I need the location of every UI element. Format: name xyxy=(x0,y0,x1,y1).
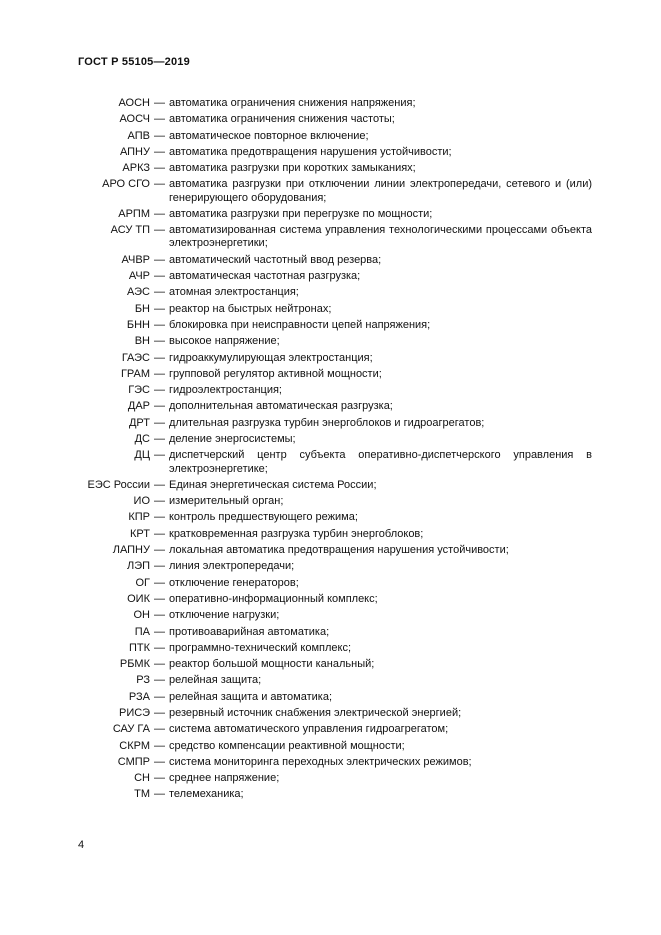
abbreviation-term: РБМК xyxy=(119,658,150,671)
dash-separator: — xyxy=(154,690,165,703)
dash-separator: — xyxy=(154,270,165,283)
abbreviation-definition: диспетчерский центр субъекта оперативно-диспетчерского управления в электроэнергетике; xyxy=(169,449,592,475)
dash-separator: — xyxy=(154,302,165,315)
abbreviation-definition: контроль предшествующего режима; xyxy=(169,511,358,524)
abbreviation-term: АРКЗ xyxy=(122,162,150,175)
dash-separator: — xyxy=(154,478,165,491)
dash-separator: — xyxy=(154,625,165,638)
abbreviation-definition: автоматика ограничения снижения частоты; xyxy=(169,113,395,126)
abbreviation-row xyxy=(78,577,592,590)
abbreviation-definition: гидроэлектростанция; xyxy=(169,384,282,397)
abbreviation-row xyxy=(78,286,592,299)
abbreviation-term: КРТ xyxy=(130,527,150,540)
abbreviation-row xyxy=(78,723,592,736)
dash-separator: — xyxy=(154,351,165,364)
abbreviation-row xyxy=(78,707,592,720)
dash-separator: — xyxy=(154,400,165,413)
dash-separator: — xyxy=(154,707,165,719)
dash-separator: — xyxy=(154,416,165,429)
abbreviation-row xyxy=(78,479,592,492)
abbreviation-definition: система мониторинга переходных электрических режимов; xyxy=(169,755,472,768)
dash-separator: — xyxy=(154,162,165,175)
abbreviation-term: ОН xyxy=(133,609,150,622)
abbreviation-list xyxy=(78,97,592,805)
abbreviation-row xyxy=(78,319,592,332)
abbreviation-term: АЧВР xyxy=(121,253,150,266)
abbreviation-definition: телемеханика; xyxy=(169,788,244,801)
abbreviation-term: БНН xyxy=(126,318,150,331)
abbreviation-definition: среднее напряжение; xyxy=(169,772,280,785)
abbreviation-row xyxy=(78,162,592,175)
dash-separator: — xyxy=(154,772,165,785)
abbreviation-row xyxy=(78,303,592,316)
abbreviation-definition: релейная защита; xyxy=(169,674,262,687)
dash-separator: — xyxy=(154,527,165,540)
abbreviation-row xyxy=(78,400,592,413)
abbreviation-term: СКРМ xyxy=(119,739,150,752)
abbreviation-row xyxy=(78,691,592,704)
dash-separator: — xyxy=(154,449,165,462)
abbreviation-row xyxy=(78,511,592,524)
abbreviation-term: ДС xyxy=(134,433,150,446)
abbreviation-row xyxy=(78,113,592,126)
abbreviation-definition: автоматика разгрузки при перегрузке по мощности; xyxy=(169,207,433,220)
abbreviation-term: ДРТ xyxy=(128,416,150,429)
abbreviation-row xyxy=(78,335,592,348)
abbreviation-term: ГАЭС xyxy=(121,351,150,364)
abbreviation-definition: локальная автоматика предотвращения нарушения устойчивости; xyxy=(169,544,509,557)
abbreviation-term: ОИК xyxy=(127,592,150,605)
dash-separator: — xyxy=(154,178,165,191)
dash-separator: — xyxy=(154,335,165,348)
abbreviation-definition: система автоматического управления гидроагрегатом; xyxy=(169,723,449,736)
abbreviation-row xyxy=(78,528,592,541)
abbreviation-definition: отключение нагрузки; xyxy=(169,609,280,622)
abbreviation-term: ЛЭП xyxy=(126,560,150,573)
dash-separator: — xyxy=(154,145,165,158)
abbreviation-definition: гидроаккумулирующая электростанция; xyxy=(169,351,373,364)
abbreviation-term: ОГ xyxy=(135,576,150,589)
abbreviation-row xyxy=(78,772,592,785)
dash-separator: — xyxy=(154,511,165,524)
abbreviation-term: КПР xyxy=(128,511,150,524)
abbreviation-term: ДЦ xyxy=(134,449,150,462)
dash-separator: — xyxy=(154,384,165,397)
abbreviation-term: АРПМ xyxy=(118,207,150,220)
dash-separator: — xyxy=(154,224,165,237)
abbreviation-term: ГРАМ xyxy=(120,367,150,380)
abbreviation-row xyxy=(78,658,592,671)
abbreviation-row xyxy=(78,740,592,753)
dash-separator: — xyxy=(154,592,165,605)
abbreviation-row xyxy=(78,756,592,769)
abbreviation-definition: длительная разгрузка турбин энергоблоков и гидроагрегатов; xyxy=(169,416,485,429)
abbreviation-definition: линия электропередачи; xyxy=(169,560,295,573)
abbreviation-term: АЭС xyxy=(127,286,150,299)
dash-separator: — xyxy=(154,207,165,220)
abbreviation-definition: средство компенсации реактивной мощности; xyxy=(169,739,405,752)
abbreviation-term: ВН xyxy=(134,335,150,348)
dash-separator: — xyxy=(154,495,165,508)
abbreviation-term: АРО СГО xyxy=(102,178,150,191)
abbreviation-definition: реактор большой мощности канальный; xyxy=(169,658,375,671)
abbreviation-term: ИО xyxy=(133,495,150,508)
dash-separator: — xyxy=(154,641,165,654)
dash-separator: — xyxy=(154,674,165,687)
abbreviation-term: РЗ xyxy=(136,674,150,687)
abbreviation-row xyxy=(78,788,592,801)
abbreviation-row xyxy=(78,270,592,283)
abbreviation-definition: групповой регулятор активной мощности; xyxy=(169,367,382,380)
abbreviation-row xyxy=(78,560,592,573)
abbreviation-row xyxy=(78,544,592,557)
abbreviation-term: АСУ ТП xyxy=(110,224,150,237)
abbreviation-definition: программно-технический комплекс; xyxy=(169,641,352,654)
abbreviation-term: ЕЭС России xyxy=(87,478,150,491)
abbreviation-row xyxy=(78,433,592,446)
abbreviation-term: ДАР xyxy=(127,400,150,413)
dash-separator: — xyxy=(154,318,165,331)
abbreviation-term: ТМ xyxy=(134,788,150,801)
abbreviation-definition: реактор на быстрых нейтронах; xyxy=(169,302,332,315)
abbreviation-term: РЗА xyxy=(128,690,150,703)
abbreviation-term: ПА xyxy=(134,625,150,638)
abbreviation-definition: резервный источник снабжения электрической энергией; xyxy=(169,707,462,719)
abbreviation-term: БН xyxy=(134,302,150,315)
dash-separator: — xyxy=(154,253,165,266)
dash-separator: — xyxy=(154,367,165,380)
doc-number-heading: ГОСТ Р 55105—2019 xyxy=(78,56,190,68)
dash-separator: — xyxy=(154,286,165,299)
abbreviation-row xyxy=(78,352,592,365)
abbreviation-definition: автоматический частотный ввод резерва; xyxy=(169,253,382,266)
abbreviation-definition: автоматика разгрузки при отключении линии электропередачи, сетевого и (или) генерирующего оборудования; xyxy=(169,178,592,204)
abbreviation-term: ПТК xyxy=(128,641,150,654)
abbreviation-row xyxy=(78,417,592,430)
dash-separator: — xyxy=(154,658,165,671)
abbreviation-definition: автоматическая частотная разгрузка; xyxy=(169,270,361,283)
page-number: 4 xyxy=(78,839,85,851)
abbreviation-term: СМПР xyxy=(117,755,150,768)
abbreviation-definition: автоматизированная система управления технологическими процессами объекта электроэнергетики; xyxy=(169,224,592,250)
dash-separator: — xyxy=(154,129,165,142)
abbreviation-term: РИСЭ xyxy=(119,707,150,719)
dash-separator: — xyxy=(154,433,165,446)
abbreviation-row xyxy=(78,626,592,639)
abbreviation-definition: измерительный орган; xyxy=(169,495,284,508)
abbreviation-term: АПНУ xyxy=(119,145,150,158)
abbreviation-row xyxy=(78,674,592,687)
abbreviation-definition: противоаварийная автоматика; xyxy=(169,625,330,638)
abbreviation-definition: оперативно-информационный комплекс; xyxy=(169,592,378,605)
abbreviation-term: ЛАПНУ xyxy=(112,544,150,557)
abbreviation-definition: автоматика разгрузки при коротких замыканиях; xyxy=(169,162,416,175)
dash-separator: — xyxy=(154,609,165,622)
abbreviation-term: ГЭС xyxy=(128,384,150,397)
abbreviation-row xyxy=(78,97,592,110)
abbreviation-row xyxy=(78,384,592,397)
abbreviation-term: СН xyxy=(134,772,150,785)
abbreviation-definition: кратковременная разгрузка турбин энергоблоков; xyxy=(169,527,424,540)
abbreviation-row xyxy=(78,178,592,204)
dash-separator: — xyxy=(154,113,165,126)
abbreviation-definition: блокировка при неисправности цепей напряжения; xyxy=(169,318,431,331)
abbreviation-term: САУ ГА xyxy=(112,723,150,736)
abbreviation-definition: деление энергосистемы; xyxy=(169,433,296,446)
abbreviation-term: АЧР xyxy=(128,270,150,283)
abbreviation-term: АОСЧ xyxy=(119,113,150,126)
abbreviation-definition: автоматическое повторное включение; xyxy=(169,129,369,142)
abbreviation-definition: автоматика ограничения снижения напряжения; xyxy=(169,97,416,109)
abbreviation-row xyxy=(78,609,592,622)
abbreviation-row xyxy=(78,130,592,143)
abbreviation-row xyxy=(78,208,592,221)
dash-separator: — xyxy=(154,755,165,768)
abbreviation-definition: Единая энергетическая система России; xyxy=(169,478,377,491)
abbreviation-definition: дополнительная автоматическая разгрузка; xyxy=(169,400,393,413)
dash-separator: — xyxy=(154,576,165,589)
abbreviation-definition: атомная электростанция; xyxy=(169,286,299,299)
abbreviation-row xyxy=(78,368,592,381)
abbreviation-definition: релейная защита и автоматика; xyxy=(169,690,333,703)
abbreviation-row xyxy=(78,449,592,475)
abbreviation-row xyxy=(78,146,592,159)
dash-separator: — xyxy=(154,739,165,752)
abbreviation-row xyxy=(78,495,592,508)
abbreviation-term: АОСН xyxy=(118,97,150,109)
abbreviation-row xyxy=(78,642,592,655)
dash-separator: — xyxy=(154,560,165,573)
dash-separator: — xyxy=(154,544,165,557)
dash-separator: — xyxy=(154,97,165,109)
abbreviation-term: АПВ xyxy=(127,129,150,142)
abbreviation-definition: высокое напряжение; xyxy=(169,335,280,348)
dash-separator: — xyxy=(154,723,165,736)
abbreviation-row xyxy=(78,254,592,267)
abbreviation-definition: автоматика предотвращения нарушения устойчивости; xyxy=(169,145,452,158)
abbreviation-row xyxy=(78,224,592,250)
abbreviation-definition: отключение генераторов; xyxy=(169,576,299,589)
abbreviation-row xyxy=(78,593,592,606)
dash-separator: — xyxy=(154,788,165,801)
